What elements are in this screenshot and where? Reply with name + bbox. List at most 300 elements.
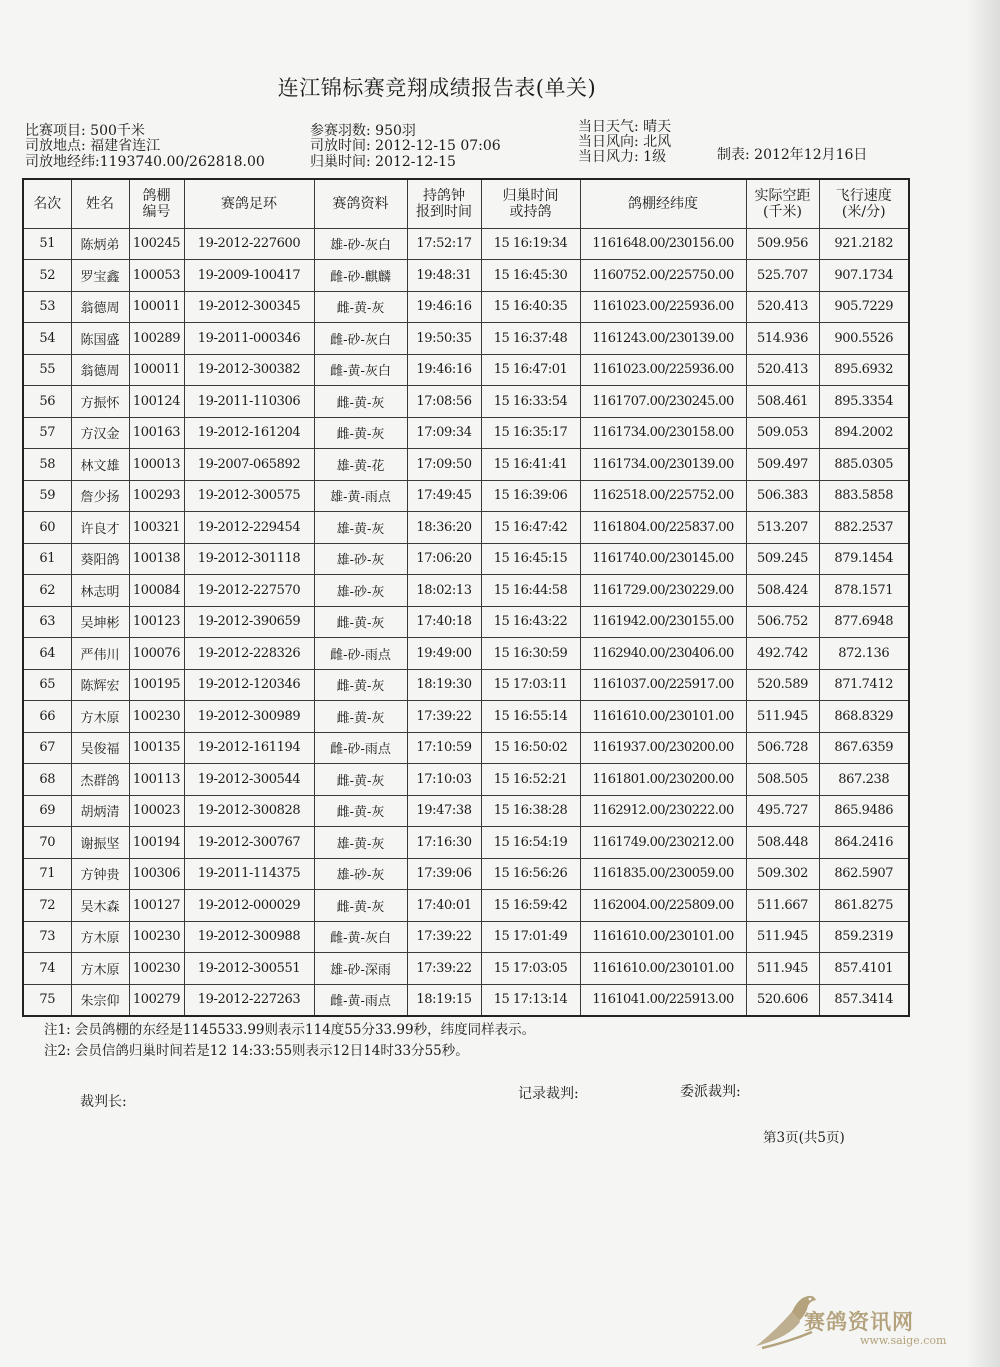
bird-info-cell: 雄-黄-灰 [314,827,407,859]
scan-edge-shadow [966,0,1000,1367]
loft-coords-cell: 1161942.00/230155.00 [580,606,746,638]
table-row [23,953,909,985]
arrival-time-cell: 15 16:39:06 [481,480,580,512]
speed-cell: 857.4101 [819,953,909,985]
name-cell: 陈炳弟 [71,228,129,260]
header-ring: 赛鸽足环 [184,179,314,228]
clock-time-cell: 17:52:17 [407,228,481,260]
rank-cell: 54 [23,323,71,355]
bird-info-cell: 雌-黄-灰 [314,291,407,323]
table-row [23,386,909,418]
loft-no-cell: 100138 [129,543,184,575]
bird-info-cell: 雄-砂-灰 [314,858,407,890]
distance-cell: 514.936 [746,323,819,355]
ring-cell: 19-2012-300828 [184,795,314,827]
distance-cell: 520.606 [746,984,819,1016]
ring-cell: 19-2007-065892 [184,449,314,481]
table-row [23,417,909,449]
table-row [23,638,909,670]
bird-info-cell: 雌-砂-雨点 [314,732,407,764]
release-time-info: 司放时间: 2012-12-15 07:06 [310,138,501,154]
header-name: 姓名 [71,179,129,228]
arrival-time-cell: 15 16:45:30 [481,260,580,292]
speed-cell: 861.8275 [819,890,909,922]
bird-info-cell: 雌-黄-雨点 [314,984,407,1016]
arrival-time-cell: 15 16:35:17 [481,417,580,449]
distance-cell: 511.945 [746,701,819,733]
arrival-time-cell: 15 16:19:34 [481,228,580,260]
distance-cell: 525.707 [746,260,819,292]
loft-coords-cell: 1161610.00/230101.00 [580,701,746,733]
table-row [23,260,909,292]
ring-cell: 19-2012-301118 [184,543,314,575]
speed-cell: 894.2002 [819,417,909,449]
name-cell: 杰群鸽 [71,764,129,796]
rank-cell: 57 [23,417,71,449]
name-cell: 吴俊福 [71,732,129,764]
speed-cell: 859.2319 [819,921,909,953]
clock-time-cell: 17:39:22 [407,921,481,953]
distance-cell: 509.053 [746,417,819,449]
name-cell: 方钟贵 [71,858,129,890]
loft-no-cell: 100230 [129,921,184,953]
table-row [23,543,909,575]
clock-time-cell: 17:39:22 [407,701,481,733]
clock-time-cell: 19:46:16 [407,354,481,386]
name-cell: 陈国盛 [71,323,129,355]
rank-cell: 68 [23,764,71,796]
watermark-url: www.saige.com [860,1334,947,1347]
return-time-info: 归巢时间: 2012-12-15 [310,154,456,170]
clock-time-cell: 19:49:00 [407,638,481,670]
clock-time-cell: 18:02:13 [407,575,481,607]
speed-cell: 882.2537 [819,512,909,544]
name-cell: 方木原 [71,953,129,985]
header-distance: 实际空距 (千米) [746,179,819,228]
name-cell: 吴木森 [71,890,129,922]
arrival-time-cell: 15 16:47:01 [481,354,580,386]
clock-time-cell: 17:10:59 [407,732,481,764]
header-loft-coords: 鸽棚经纬度 [580,179,746,228]
ring-cell: 19-2012-300345 [184,291,314,323]
loft-coords-cell: 1160752.00/225750.00 [580,260,746,292]
rank-cell: 73 [23,921,71,953]
distance-cell: 509.497 [746,449,819,481]
rank-cell: 74 [23,953,71,985]
loft-no-cell: 100194 [129,827,184,859]
table-row [23,323,909,355]
distance-cell: 508.461 [746,386,819,418]
loft-coords-cell: 1161729.00/230229.00 [580,575,746,607]
ring-cell: 19-2012-300989 [184,701,314,733]
loft-no-cell: 100084 [129,575,184,607]
arrival-time-cell: 15 16:43:22 [481,606,580,638]
bird-info-cell: 雌-砂-麒麟 [314,260,407,292]
rank-cell: 55 [23,354,71,386]
wind-direction-info: 当日风向: 北风 [578,134,672,150]
bird-info-cell: 雌-黄-灰 [314,417,407,449]
rank-cell: 53 [23,291,71,323]
name-cell: 方汉金 [71,417,129,449]
speed-cell: 865.9486 [819,795,909,827]
loft-coords-cell: 1161937.00/230200.00 [580,732,746,764]
clock-time-cell: 17:06:20 [407,543,481,575]
rank-cell: 71 [23,858,71,890]
name-cell: 罗宝鑫 [71,260,129,292]
bird-info-cell: 雌-黄-灰 [314,606,407,638]
loft-no-cell: 100124 [129,386,184,418]
loft-no-cell: 100011 [129,291,184,323]
ring-cell: 19-2012-227600 [184,228,314,260]
loft-no-cell: 100123 [129,606,184,638]
loft-coords-cell: 1161749.00/230212.00 [580,827,746,859]
ring-cell: 19-2012-227570 [184,575,314,607]
loft-no-cell: 100053 [129,260,184,292]
ring-cell: 19-2012-300551 [184,953,314,985]
bird-info-cell: 雌-黄-灰 [314,701,407,733]
rank-cell: 62 [23,575,71,607]
name-cell: 陈辉宏 [71,669,129,701]
release-place-info: 司放地点: 福建省连江 [25,138,161,154]
distance-cell: 511.945 [746,921,819,953]
loft-coords-cell: 1161648.00/230156.00 [580,228,746,260]
table-row [23,764,909,796]
speed-cell: 872.136 [819,638,909,670]
name-cell: 方木原 [71,921,129,953]
speed-cell: 857.3414 [819,984,909,1016]
arrival-time-cell: 15 16:50:02 [481,732,580,764]
ring-cell: 19-2012-300767 [184,827,314,859]
loft-no-cell: 100135 [129,732,184,764]
page-number: 第3页(共5页) [763,1130,845,1146]
arrival-time-cell: 15 16:55:14 [481,701,580,733]
loft-no-cell: 100321 [129,512,184,544]
header-arrival-time: 归巢时间 或持鸽 [481,179,580,228]
distance-cell: 520.413 [746,354,819,386]
speed-cell: 877.6948 [819,606,909,638]
loft-no-cell: 100113 [129,764,184,796]
speed-cell: 867.238 [819,764,909,796]
speed-cell: 879.1454 [819,543,909,575]
arrival-time-cell: 15 16:41:41 [481,449,580,481]
distance-cell: 509.956 [746,228,819,260]
loft-coords-cell: 1161740.00/230145.00 [580,543,746,575]
speed-cell: 867.6359 [819,732,909,764]
name-cell: 方振怀 [71,386,129,418]
clock-time-cell: 19:46:16 [407,291,481,323]
loft-coords-cell: 1161041.00/225913.00 [580,984,746,1016]
ring-cell: 19-2012-300575 [184,480,314,512]
speed-cell: 900.5526 [819,323,909,355]
ring-cell: 19-2012-390659 [184,606,314,638]
header-clock-time: 持鸽钟 报到时间 [407,179,481,228]
rank-cell: 59 [23,480,71,512]
clock-time-cell: 17:08:56 [407,386,481,418]
event-info: 比赛项目: 500千米 [25,123,145,139]
arrival-time-cell: 15 16:37:48 [481,323,580,355]
clock-time-cell: 19:50:35 [407,323,481,355]
ring-cell: 19-2012-300988 [184,921,314,953]
loft-coords-cell: 1161037.00/225917.00 [580,669,746,701]
table-row [23,669,909,701]
loft-coords-cell: 1162004.00/225809.00 [580,890,746,922]
speed-cell: 921.2182 [819,228,909,260]
bird-info-cell: 雄-砂-深雨 [314,953,407,985]
distance-cell: 508.448 [746,827,819,859]
arrival-time-cell: 15 16:40:35 [481,291,580,323]
header-rank: 名次 [23,179,71,228]
ring-cell: 19-2011-114375 [184,858,314,890]
loft-coords-cell: 1161734.00/230158.00 [580,417,746,449]
clock-time-cell: 18:19:15 [407,984,481,1016]
bird-info-cell: 雄-砂-灰 [314,543,407,575]
clock-time-cell: 17:10:03 [407,764,481,796]
bird-info-cell: 雌-黄-灰 [314,386,407,418]
bird-info-cell: 雌-黄-灰 [314,764,407,796]
name-cell: 许良才 [71,512,129,544]
clock-time-cell: 17:49:45 [407,480,481,512]
arrival-time-cell: 15 16:54:19 [481,827,580,859]
speed-cell: 905.7229 [819,291,909,323]
clock-time-cell: 17:40:01 [407,890,481,922]
rank-cell: 52 [23,260,71,292]
rank-cell: 69 [23,795,71,827]
arrival-time-cell: 15 16:47:42 [481,512,580,544]
arrival-time-cell: 15 17:03:11 [481,669,580,701]
loft-no-cell: 100023 [129,795,184,827]
loft-coords-cell: 1162940.00/230406.00 [580,638,746,670]
speed-cell: 907.1734 [819,260,909,292]
ring-cell: 19-2009-100417 [184,260,314,292]
speed-cell: 895.3354 [819,386,909,418]
site-watermark [752,1292,967,1352]
speed-cell: 862.5907 [819,858,909,890]
arrival-time-cell: 15 16:38:28 [481,795,580,827]
rank-cell: 64 [23,638,71,670]
distance-cell: 506.383 [746,480,819,512]
prepared-date-info: 制表: 2012年12月16日 [717,147,868,163]
loft-no-cell: 100245 [129,228,184,260]
loft-no-cell: 100127 [129,890,184,922]
speed-cell: 868.8329 [819,701,909,733]
table-row [23,606,909,638]
speed-cell: 864.2416 [819,827,909,859]
loft-no-cell: 100011 [129,354,184,386]
ring-cell: 19-2012-227263 [184,984,314,1016]
name-cell: 詹少扬 [71,480,129,512]
distance-cell: 511.945 [746,953,819,985]
clock-time-cell: 19:47:38 [407,795,481,827]
clock-time-cell: 18:36:20 [407,512,481,544]
clock-time-cell: 17:40:18 [407,606,481,638]
arrival-time-cell: 15 17:13:14 [481,984,580,1016]
loft-no-cell: 100013 [129,449,184,481]
report-title: 连江锦标赛竞翔成绩报告表(单关) [277,76,597,100]
ring-cell: 19-2012-161204 [184,417,314,449]
rank-cell: 65 [23,669,71,701]
rank-cell: 66 [23,701,71,733]
distance-cell: 509.245 [746,543,819,575]
loft-no-cell: 100279 [129,984,184,1016]
header-speed: 飞行速度 (米/分) [819,179,909,228]
loft-coords-cell: 1161023.00/225936.00 [580,291,746,323]
weather-info: 当日天气: 晴天 [578,119,672,135]
table-row [23,701,909,733]
loft-no-cell: 100076 [129,638,184,670]
loft-no-cell: 100230 [129,953,184,985]
watermark-site-name: 赛鸽资讯网 [804,1309,914,1334]
table-header-row [23,179,909,228]
table-row [23,921,909,953]
table-row [23,795,909,827]
distance-cell: 513.207 [746,512,819,544]
distance-cell: 520.589 [746,669,819,701]
name-cell: 朱宗仰 [71,984,129,1016]
results-table [22,178,910,1017]
arrival-time-cell: 15 16:44:58 [481,575,580,607]
name-cell: 翁德周 [71,354,129,386]
table-row [23,228,909,260]
clock-time-cell: 17:09:34 [407,417,481,449]
name-cell: 林志明 [71,575,129,607]
name-cell: 胡炳清 [71,795,129,827]
chief-judge-label: 裁判长: [80,1094,127,1110]
loft-no-cell: 100230 [129,701,184,733]
rank-cell: 75 [23,984,71,1016]
arrival-time-cell: 15 16:30:59 [481,638,580,670]
name-cell: 翁德周 [71,291,129,323]
ring-cell: 19-2012-228326 [184,638,314,670]
header-loft-no: 鸽棚 编号 [129,179,184,228]
entries-info: 参赛羽数: 950羽 [310,123,416,139]
bird-info-cell: 雌-黄-灰白 [314,921,407,953]
loft-coords-cell: 1161734.00/230139.00 [580,449,746,481]
distance-cell: 520.413 [746,291,819,323]
clock-time-cell: 17:16:30 [407,827,481,859]
rank-cell: 67 [23,732,71,764]
clock-time-cell: 17:39:22 [407,953,481,985]
record-judge-label: 记录裁判: [518,1086,579,1102]
loft-coords-cell: 1161707.00/230245.00 [580,386,746,418]
distance-cell: 508.505 [746,764,819,796]
speed-cell: 871.7412 [819,669,909,701]
arrival-time-cell: 15 17:01:49 [481,921,580,953]
name-cell: 吴坤彬 [71,606,129,638]
clock-time-cell: 17:09:50 [407,449,481,481]
bird-info-cell: 雌-砂-雨点 [314,638,407,670]
loft-coords-cell: 1161023.00/225936.00 [580,354,746,386]
arrival-time-cell: 15 16:56:26 [481,858,580,890]
bird-info-cell: 雄-黄-花 [314,449,407,481]
loft-no-cell: 100163 [129,417,184,449]
speed-cell: 883.5858 [819,480,909,512]
release-coords-info: 司放地经纬:1193740.00/262818.00 [25,154,265,170]
rank-cell: 72 [23,890,71,922]
results-body [23,228,909,1016]
ring-cell: 19-2012-000029 [184,890,314,922]
speed-cell: 878.1571 [819,575,909,607]
bird-info-cell: 雄-砂-灰白 [314,228,407,260]
name-cell: 林文雄 [71,449,129,481]
rank-cell: 58 [23,449,71,481]
rank-cell: 70 [23,827,71,859]
clock-time-cell: 19:48:31 [407,260,481,292]
bird-info-cell: 雄-黄-灰 [314,512,407,544]
name-cell: 严伟川 [71,638,129,670]
loft-coords-cell: 1162912.00/230222.00 [580,795,746,827]
rank-cell: 51 [23,228,71,260]
table-row [23,732,909,764]
loft-no-cell: 100306 [129,858,184,890]
distance-cell: 506.752 [746,606,819,638]
clock-time-cell: 18:19:30 [407,669,481,701]
header-bird-info: 赛鸽资料 [314,179,407,228]
loft-coords-cell: 1161804.00/225837.00 [580,512,746,544]
loft-no-cell: 100289 [129,323,184,355]
name-cell: 方木原 [71,701,129,733]
ring-cell: 19-2011-110306 [184,386,314,418]
bird-info-cell: 雌-黄-灰 [314,669,407,701]
bird-info-cell: 雌-黄-灰 [314,795,407,827]
ring-cell: 19-2012-161194 [184,732,314,764]
arrival-time-cell: 15 16:45:15 [481,543,580,575]
ring-cell: 19-2012-120346 [184,669,314,701]
rank-cell: 60 [23,512,71,544]
loft-coords-cell: 1162518.00/225752.00 [580,480,746,512]
arrival-time-cell: 15 16:33:54 [481,386,580,418]
table-row [23,858,909,890]
loft-coords-cell: 1161243.00/230139.00 [580,323,746,355]
name-cell: 谢振坚 [71,827,129,859]
distance-cell: 511.667 [746,890,819,922]
ring-cell: 19-2011-000346 [184,323,314,355]
arrival-time-cell: 15 16:59:42 [481,890,580,922]
loft-no-cell: 100293 [129,480,184,512]
bird-info-cell: 雌-黄-灰白 [314,354,407,386]
wind-force-info: 当日风力: 1级 [578,149,667,165]
distance-cell: 495.727 [746,795,819,827]
distance-cell: 509.302 [746,858,819,890]
bird-info-cell: 雌-砂-灰白 [314,323,407,355]
rank-cell: 63 [23,606,71,638]
note-2: 注2: 会员信鸽归巢时间若是12 14:33:55则表示12日14时33分55秒。 [44,1043,469,1059]
loft-no-cell: 100195 [129,669,184,701]
rank-cell: 61 [23,543,71,575]
table-row [23,449,909,481]
table-row [23,984,909,1016]
distance-cell: 506.728 [746,732,819,764]
table-row [23,354,909,386]
loft-coords-cell: 1161835.00/230059.00 [580,858,746,890]
speed-cell: 885.0305 [819,449,909,481]
table-row [23,575,909,607]
bird-info-cell: 雄-黄-雨点 [314,480,407,512]
table-row [23,890,909,922]
loft-coords-cell: 1161610.00/230101.00 [580,953,746,985]
distance-cell: 508.424 [746,575,819,607]
distance-cell: 492.742 [746,638,819,670]
appointed-judge-label: 委派裁判: [680,1084,741,1100]
bird-info-cell: 雌-黄-灰 [314,890,407,922]
arrival-time-cell: 15 17:03:05 [481,953,580,985]
ring-cell: 19-2012-229454 [184,512,314,544]
arrival-time-cell: 15 16:52:21 [481,764,580,796]
ring-cell: 19-2012-300382 [184,354,314,386]
note-1: 注1: 会员鸽棚的东经是1145533.99则表示114度55分33.99秒，纬度同样表示。 [44,1022,536,1038]
speed-cell: 895.6932 [819,354,909,386]
loft-coords-cell: 1161801.00/230200.00 [580,764,746,796]
loft-coords-cell: 1161610.00/230101.00 [580,921,746,953]
